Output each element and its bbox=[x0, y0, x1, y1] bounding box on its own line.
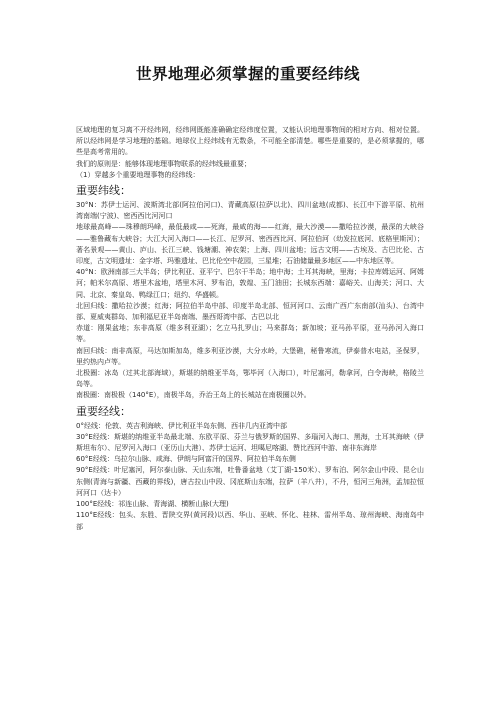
latitude-paragraph: 北极圈：冰岛（过其北部海域），斯堪的纳维亚半岛，鄂毕河（入海口），叶尼塞河，勒拿河，白令海峡，格陵兰岛等。 bbox=[76, 369, 424, 389]
intro-paragraph: 区域地理的复习离不开经纬网，经纬网既能准确确定经纬度位置，又能认识地理事物间的相对方向、相对位置。所以经纬网是学习地理的基础。地球仪上经纬线有无数条，不可能全部清楚。哪些是重要的，是必须掌握的，哪些是高考常用的。 bbox=[76, 126, 424, 157]
latitude-paragraph: 赤道：刚果盆地；东非高原（维多利亚湖）；乞立马扎罗山；马来群岛；新加坡；亚马孙平原，亚马孙河入海口等。 bbox=[76, 324, 424, 344]
document-body bbox=[76, 125, 424, 533]
latitude-paragraph: 地球最高峰——珠穆朗玛峰，最低最咸——死海，最咸的海——红海，最大沙漠——撒哈拉沙漠，最深的大峡谷——雅鲁藏布大峡谷；大江大河入海口——长江、尼罗河、密西西比河、阿拉伯河（幼发拉底河、底格里斯河）；著名景观——黄山、庐山、长江三峡、钱塘潮、神农架；上海、四川盆地；远古文明——古埃及、古巴比伦、古印度，古文明遗址：金字塔、玛雅遗址、巴比伦空中花园，三星堆；石油储量最多地区——中东地区等。 bbox=[76, 223, 424, 266]
longitude-paragraph: 110°E经线：包头、东胜、晋陕交界(黄河段)以西、华山、巫峡、怀化、桂林、雷州半岛、琼州海峡、海南岛中部 bbox=[76, 511, 424, 531]
longitude-paragraph: 60°E经线：乌拉尔山脉、咸海、伊朗与阿富汗的国界、阿拉伯半岛东侧 bbox=[76, 455, 296, 464]
latitude-paragraph: 南极圈：南极极（140°E），南极半岛，乔治王岛上的长城站在南极圈以外。 bbox=[76, 391, 311, 400]
latitude-paragraph: 30°N：苏伊士运河、波斯湾北部(阿拉伯河口)、青藏高原(拉萨以北)、四川盆地(成都)、长江中下游平原、杭州湾南端(宁波)、密西西比河河口 bbox=[76, 201, 424, 221]
latitude-paragraph: 40°N：欧洲南部三大半岛；伊比利亚、亚平宁、巴尔干半岛；地中海；土耳其海峡，里海；卡拉库姆运河、阿姆河；帕米尔高原、塔里木盆地，塔里木河、罗布泊，敦煌、玉门油田；长城东西端：嘉峪关、山海关；河口、大同、北京、秦皇岛、鸭绿江口；纽约、华盛顿。 bbox=[76, 268, 424, 299]
longitude-paragraph: 100°E经线：祁连山脉、青海湖、横断山脉(大理) bbox=[76, 500, 229, 509]
latitude-paragraph: 北回归线：撒哈拉沙漠；红海；阿拉伯半岛中部、印度半岛北部、恒河河口、云南广西广东南部(汕头)、台湾中部、夏威夷群岛、加利福尼亚半岛南端、墨西哥湾中部、古巴以北 bbox=[76, 301, 424, 322]
longitude-heading: 重要经线： bbox=[76, 404, 131, 418]
longitude-paragraph: 90°E经线：叶尼塞河，阿尔泰山脉、天山东端，吐鲁番盆地（艾丁湖-150米）、罗布泊、阿尔金山中段、昆仑山东侧(青海与新疆、西藏的界线)，唐古拉山中段、冈底斯山东端，拉萨（羊八井），不丹，恒河三角洲，孟加拉恒河河口（达卡） bbox=[76, 466, 424, 497]
intro-paragraph: （1）穿越多个重要地理事物的经纬线： bbox=[76, 170, 200, 179]
longitude-paragraph: 30°E经线：斯堪的纳维亚半岛最北端、东欧平原、芬兰与俄罗斯的国界、多瑙河入海口、黑海，土耳其海峡（伊斯坦布尔）、尼罗河入海口（亚历山大港）、苏伊士运河、坦噶尼喀湖、赞比西河中游、南非东海岸 bbox=[76, 432, 424, 453]
latitude-paragraph: 南回归线：南非高原，马达加斯加岛，维多利亚沙漠，大分水岭，大堡礁，秘鲁寒流，伊泰普水电站，圣保罗，里约热内卢等。 bbox=[76, 346, 424, 366]
latitude-heading: 重要纬线： bbox=[76, 184, 131, 198]
longitude-paragraph: 0°经线：伦敦、英吉利海峡、伊比利亚半岛东侧、西非几内亚湾中部 bbox=[76, 421, 287, 430]
intro-paragraph: 我们的原则是：能够体现地理事物联系的经纬线最重要； bbox=[76, 159, 251, 168]
document-title: 世界地理必须掌握的重要经纬线 bbox=[135, 65, 360, 83]
